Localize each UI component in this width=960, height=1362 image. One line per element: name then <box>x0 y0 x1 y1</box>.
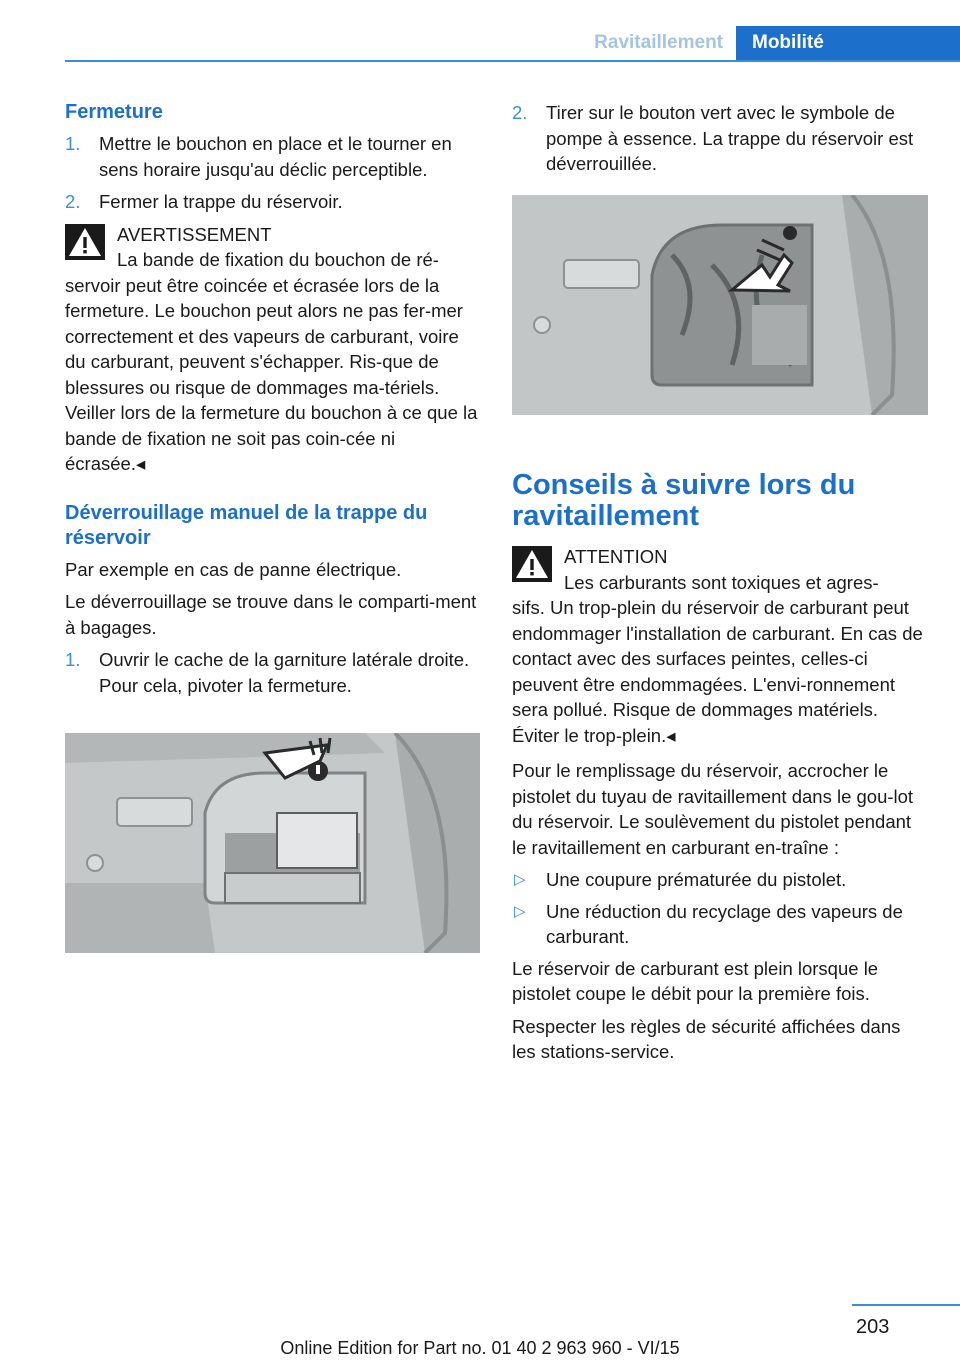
tab-ravitaillement[interactable]: Ravitaillement <box>594 32 723 53</box>
warning-title: AVERTISSEMENT <box>117 223 272 245</box>
list-item <box>512 899 928 950</box>
bullet-text: Une coupure prématurée du pistolet. <box>546 869 847 890</box>
attention-text: sifs. Un trop-plein du réservoir de carburant peut endommager l'installation de carburant. En cas de contact avec des surfaces peintes, celles-ci peuvent être endommagées. L'envi-ronnement sera pollué. Risque de dommages matériels. Éviter le trop-plein.◂ <box>512 597 923 746</box>
trunk-compartment-photo <box>65 733 480 953</box>
attention-text-first: Les carburants sont toxiques et agres- <box>564 571 879 593</box>
left-column <box>65 100 480 705</box>
attention-title: ATTENTION <box>564 546 668 567</box>
right-column <box>512 100 928 184</box>
step-number: 1. <box>65 649 81 670</box>
warning-triangle-icon <box>65 224 105 260</box>
paragraph: Le déverrouillage se trouve dans le comparti-ment à bagages. <box>65 591 477 638</box>
footer-rule <box>852 1304 960 1306</box>
fermeture-heading: Fermeture <box>65 101 163 123</box>
bullet-text: Une réduction du recyclage des vapeurs de carburant. <box>546 900 903 947</box>
paragraph: Par exemple en cas de panne électrique. <box>65 558 402 580</box>
unlock-heading: Déverrouillage manuel de la trappe du réservoir <box>65 501 428 549</box>
warning-text: servoir peut être coincée et écrasée lors de la fermeture. Le bouchon peut alors ne pas fer-mer correctement et des vapeurs de carburant, voire du carburant, peuvent s'échapper. Ris-que de blessures ou risque de dommages ma-tériels. Veiller lors de la fermeture du bouchon à ce que la bande de fixation ne soit pas coin-cée ni écrasée.◂ <box>65 274 478 474</box>
right-column-lower <box>512 470 928 1072</box>
page-number: 203 <box>856 1316 890 1338</box>
tab-mobilite[interactable]: Mobilité <box>736 26 960 62</box>
bullet-icon: ▷ <box>514 871 526 888</box>
step-text: Tirer sur le bouton vert avec le symbole de pompe à essence. La trappe du réservoir est déverrouillée. <box>546 102 914 174</box>
step-number: 2. <box>512 102 528 123</box>
warning-text-first: La bande de fixation du bouchon de ré- <box>117 249 439 270</box>
paragraph: Le réservoir de carburant est plein lorsque le pistolet coupe le débit pour la première fois. <box>512 957 879 1004</box>
warning-triangle-icon <box>512 546 552 582</box>
list-item <box>65 647 480 698</box>
step-text: Mettre le bouchon en place et le tourner en sens horaire jusqu'au déclic perceptible. <box>99 133 452 180</box>
section-title: Conseils à suivre lors du ravitaillement <box>512 469 856 532</box>
fuel-flap-release-photo <box>512 195 928 415</box>
step-number: 1. <box>65 133 81 154</box>
list-item <box>65 189 480 215</box>
step-number: 2. <box>65 191 81 212</box>
list-item <box>512 100 928 177</box>
step-text: Fermer la trappe du réservoir. <box>99 191 343 212</box>
warning-block <box>65 222 480 477</box>
header-rule <box>65 60 960 62</box>
bullet-icon: ▷ <box>514 902 526 920</box>
paragraph: Respecter les règles de sécurité affichées dans les stations-service. <box>512 1015 901 1062</box>
step-text: Ouvrir le cache de la garniture latérale droite. Pour cela, pivoter la fermeture. <box>99 649 470 696</box>
list-item <box>512 867 928 893</box>
edition-note: Online Edition for Part no. 01 40 2 963 960 - VI/15 <box>280 1338 680 1358</box>
paragraph: Pour le remplissage du réservoir, accrocher le pistolet du tuyau de ravitaillement dans le gou-lot du réservoir. Le soulèvement du pistolet pendant le ravitaillement en carburant en-traîne : <box>512 760 914 858</box>
attention-block <box>512 544 928 748</box>
list-item <box>65 131 480 182</box>
